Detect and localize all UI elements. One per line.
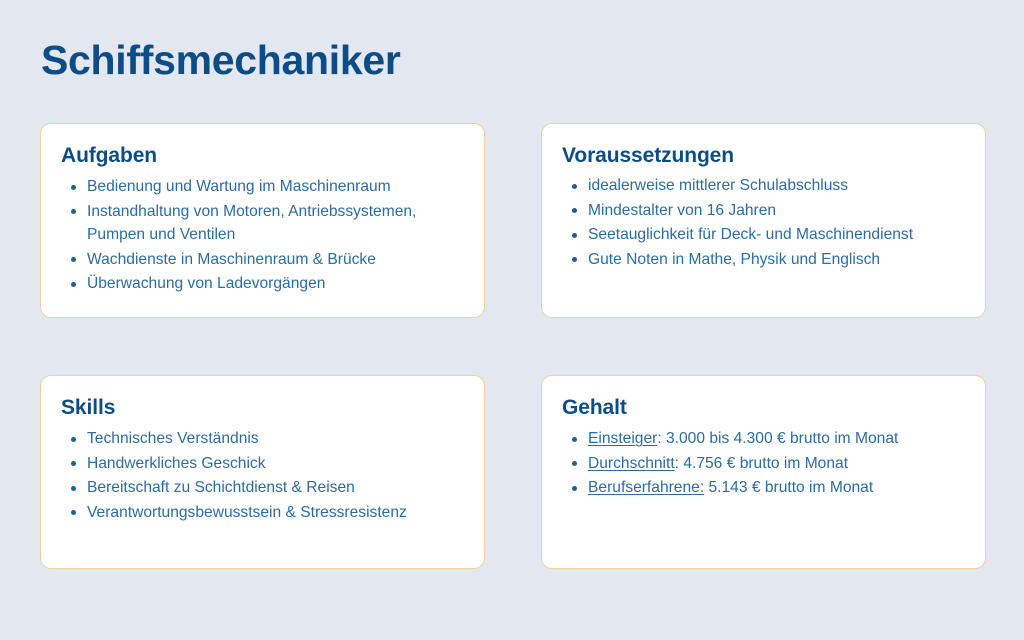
card-title-gehalt: Gehalt — [562, 395, 627, 419]
page-title: Schiffsmechaniker — [41, 37, 401, 83]
card-voraussetzungen — [541, 123, 986, 318]
list-item: Bereitschaft zu Schichtdienst & Reisen — [87, 476, 460, 500]
card-title-skills: Skills — [61, 395, 116, 419]
list-item: Handwerkliches Geschick — [87, 452, 460, 476]
card-grid — [40, 123, 986, 569]
list-item: Instandhaltung von Motoren, Antriebssystemen, Pumpen und Ventilen — [87, 200, 460, 247]
card-gehalt — [541, 375, 986, 569]
list-item: Einsteiger: 3.000 bis 4.300 € brutto im Monat — [588, 427, 961, 451]
list-item: Überwachung von Ladevorgängen — [87, 272, 460, 296]
list-item: Verantwortungsbewusstsein & Stressresistenz — [87, 501, 460, 525]
list-item: Wachdienste in Maschinenraum & Brücke — [87, 248, 460, 272]
card-title-voraussetzungen: Voraussetzungen — [562, 144, 734, 167]
list-item: Mindestalter von 16 Jahren — [588, 199, 961, 223]
list-item-term: Einsteiger — [588, 430, 658, 447]
list-item-term: Berufserfahrene: — [588, 479, 705, 496]
list-skills — [61, 427, 460, 524]
list-item: Gute Noten in Mathe, Physik und Englisch — [588, 248, 961, 272]
list-item: Durchschnitt: 4.756 € brutto im Monat — [588, 452, 961, 476]
list-item: Technisches Verständnis — [87, 427, 460, 451]
list-item-term: Durchschnitt — [588, 454, 675, 472]
list-aufgaben — [61, 175, 460, 296]
list-item: Seetauglichkeit für Deck- und Maschinendienst — [588, 223, 961, 247]
card-title-aufgaben: Aufgaben — [61, 144, 158, 167]
card-skills — [40, 375, 485, 569]
list-item: Bedienung und Wartung im Maschinenraum — [87, 175, 460, 199]
list-item: idealerweise mittlerer Schulabschluss — [588, 174, 961, 198]
list-gehalt — [562, 427, 961, 500]
list-voraussetzungen — [562, 174, 961, 271]
list-item: Berufserfahrene: 5.143 € brutto im Monat — [588, 476, 961, 500]
card-aufgaben — [40, 123, 485, 318]
